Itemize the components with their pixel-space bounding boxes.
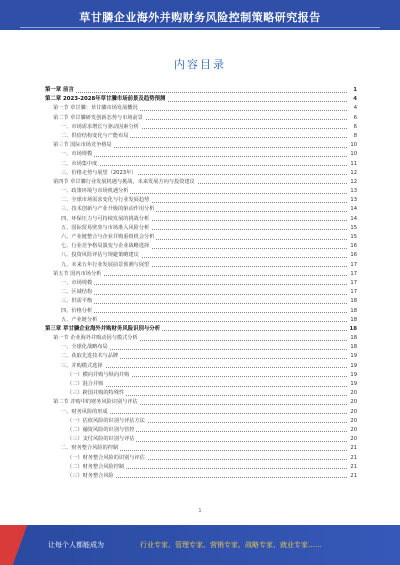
- toc-entry[interactable]: [45, 307, 357, 316]
- toc-entry-title: 三、并购模式选择: [61, 362, 105, 371]
- toc-leader-dots: [61, 312, 347, 313]
- toc-entry-title: 四、价格分析: [61, 307, 94, 316]
- toc-entry-page: 8: [352, 132, 357, 141]
- toc-entry-page: 19: [348, 380, 357, 389]
- toc-entry-page: 20: [348, 435, 357, 444]
- header-divider: [20, 27, 380, 28]
- toc-entry[interactable]: [45, 169, 357, 178]
- toc-entry[interactable]: [45, 371, 357, 380]
- report-title: 草甘膦企业海外并购财务风险控制策略研究报告: [79, 11, 321, 24]
- toc-entry-page: 17: [348, 279, 357, 288]
- toc-leader-dots: [45, 92, 347, 93]
- toc-leader-dots: [61, 165, 347, 166]
- toc-entry[interactable]: [45, 104, 357, 113]
- toc-entry-page: 17: [348, 270, 357, 279]
- toc-entry-title: 二、供给结构变化与产能布局: [61, 132, 130, 141]
- toc-entry[interactable]: [45, 196, 357, 205]
- toc-entry-title: 第三节 国际市场竞争格局: [53, 141, 114, 150]
- toc-entry-page: 20: [348, 408, 357, 417]
- toc-entry[interactable]: [45, 261, 357, 270]
- toc-entry-page: 14: [348, 205, 357, 214]
- toc-entry-page: 1: [351, 86, 357, 95]
- toc-entry-page: 4: [352, 104, 357, 113]
- toc-entry-title: （二）混合并购: [67, 380, 105, 389]
- toc-entry-page: 14: [348, 215, 357, 224]
- toc-entry-title: 八、投资风险评估与规避策略建议: [61, 251, 141, 260]
- toc-entry[interactable]: [45, 408, 357, 417]
- toc-entry-title: （一）横向并购与纵向并购: [67, 371, 131, 380]
- toc-entry-page: 12: [348, 178, 357, 187]
- toc-entry-title: 七、行业竞争格局演变与企业战略选择: [61, 242, 151, 251]
- toc-entry-title: 第二节 并购中的财务风险识别与评估: [53, 398, 140, 407]
- toc-entry-title: 一、政策环境与市场机遇分析: [61, 187, 130, 196]
- toc-entry-title: （三）财务整合风险: [67, 472, 116, 481]
- toc-entry[interactable]: [45, 352, 357, 361]
- toc-entry-page: 20: [348, 417, 357, 426]
- toc-entry-title: 第四节 草甘膦行业发展机遇与挑战，未来发展方向与投资建议: [53, 178, 197, 187]
- toc-entry-page: 16: [348, 251, 357, 260]
- toc-entry[interactable]: [45, 398, 357, 407]
- header-bar: [0, 0, 400, 30]
- toc-entry-title: 三、技术创新与产业升级的驱动作用分析: [61, 205, 156, 214]
- toc-entry-title: 二、市场集中度: [61, 160, 99, 169]
- toc-entry-page: 19: [348, 352, 357, 361]
- toc-entry-title: 一、全球化战略布局: [61, 343, 110, 352]
- toc-entry[interactable]: [45, 435, 357, 444]
- toc-leader-dots: [67, 386, 347, 387]
- toc-entry-title: （二）财务整合风险控制: [67, 463, 126, 472]
- toc-entry[interactable]: [45, 205, 357, 214]
- toc-entry[interactable]: [45, 150, 357, 159]
- footer-tagline: 行业专家、管理专家、营销专家、战略专家、就业专家……: [140, 541, 322, 549]
- toc-entry-page: 17: [348, 261, 357, 270]
- toc-entry-page: 18: [348, 316, 357, 325]
- toc-entry-page: 12: [348, 169, 357, 178]
- toc-entry-title: 五、国际贸易壁垒与市场准入风险分析: [61, 224, 151, 233]
- toc-entry-title: （一）财务整合风险的识别与评估: [67, 454, 147, 463]
- toc-heading: 内容目录: [174, 58, 226, 71]
- toc-entry-page: 15: [348, 224, 357, 233]
- toc-entry-page: 13: [348, 196, 357, 205]
- toc-entry[interactable]: [45, 160, 357, 169]
- toc-entry[interactable]: [45, 426, 357, 435]
- toc-entry-title: 第一章 前言: [45, 86, 76, 95]
- toc-entry[interactable]: [45, 86, 357, 95]
- toc-entry-title: （三）支付风险的识别与评估: [67, 435, 136, 444]
- toc-entry-page: 6: [352, 123, 357, 132]
- toc-entry-title: 第二章 2023-2028年草甘膦市场前景及趋势预测: [45, 95, 167, 104]
- toc-entry[interactable]: [45, 279, 357, 288]
- toc-entry[interactable]: [45, 187, 357, 196]
- toc-entry-title: 二、区域结构: [61, 288, 94, 297]
- toc-entry[interactable]: [45, 224, 357, 233]
- toc-entry[interactable]: [45, 417, 357, 426]
- toc-entry[interactable]: [45, 141, 357, 150]
- toc-entry-page: 18: [348, 307, 357, 316]
- toc-entry-page: 4: [351, 95, 357, 104]
- toc-entry-page: 20: [348, 389, 357, 398]
- toc-entry[interactable]: [45, 123, 357, 132]
- toc-entry[interactable]: [45, 444, 357, 453]
- toc-entry[interactable]: [45, 233, 357, 242]
- toc-entry-title: （二）融资风险的识别与管控: [67, 426, 136, 435]
- toc-entry[interactable]: [45, 334, 357, 343]
- toc-entry-page: 21: [348, 444, 357, 453]
- toc-entry-page: 21: [348, 454, 357, 463]
- toc-leader-dots: [61, 156, 347, 157]
- toc-entry-title: （一）估值风险的识别与评估方法: [67, 417, 147, 426]
- toc-entry[interactable]: [45, 114, 357, 123]
- footer-banner: [0, 525, 400, 565]
- toc-entry[interactable]: [45, 362, 357, 371]
- toc-entry[interactable]: [45, 215, 357, 224]
- toc-entry-title: 一、市场需求增长与驱动因素分析: [61, 123, 141, 132]
- footer-accent-stripe: [0, 525, 27, 565]
- toc-entry-page: 17: [348, 288, 357, 297]
- toc-entry-title: 五、产业链分析: [61, 316, 99, 325]
- toc-leader-dots: [61, 294, 347, 295]
- toc-entry-title: 四、环保压力与可持续发展的挑战分析: [61, 215, 151, 224]
- page-number: 1: [198, 508, 202, 514]
- toc-entry-title: 三、价格走势与展望（2023年）: [61, 169, 138, 178]
- toc-entry-title: 一、财务风险的形成: [61, 408, 110, 417]
- table-of-contents: [45, 86, 357, 481]
- toc-entry[interactable]: [45, 463, 357, 472]
- toc-entry-page: 13: [348, 187, 357, 196]
- toc-entry-title: 第三章 草甘膦企业海外并购财务风险识别与分析: [45, 325, 162, 334]
- toc-entry-title: 六、产业链整合与企业并购重组机会分析: [61, 233, 156, 242]
- toc-entry-page: 18: [347, 325, 357, 334]
- toc-entry[interactable]: [45, 343, 357, 352]
- toc-entry-page: 18: [348, 343, 357, 352]
- toc-entry-page: 11: [348, 160, 357, 169]
- toc-entry[interactable]: [45, 132, 357, 141]
- toc-entry-title: 二、获取先进技术与品牌: [61, 352, 120, 361]
- toc-entry[interactable]: [45, 316, 357, 325]
- toc-entry-title: 一、市场规模: [61, 150, 94, 159]
- toc-entry[interactable]: [45, 325, 357, 334]
- toc-entry[interactable]: [45, 389, 357, 398]
- toc-entry-title: 二、全球市场需求变化与行业发展趋势: [61, 196, 151, 205]
- toc-entry-title: 二、财务整合风险的控制: [61, 444, 120, 453]
- toc-entry[interactable]: [45, 242, 357, 251]
- toc-entry-title: 第五节 国内市场分析: [53, 270, 103, 279]
- toc-entry-page: 10: [348, 141, 357, 150]
- footer-slogan: 让每个人都能成为: [48, 541, 104, 549]
- toc-entry-page: 20: [348, 398, 357, 407]
- toc-entry-page: 18: [348, 297, 357, 306]
- toc-entry[interactable]: [45, 178, 357, 187]
- toc-entry-page: 20: [348, 426, 357, 435]
- toc-entry-title: 一、市场规模: [61, 279, 94, 288]
- toc-entry-page: 10: [348, 150, 357, 159]
- toc-entry-page: 18: [348, 334, 357, 343]
- toc-entry-page: 19: [348, 371, 357, 380]
- toc-entry[interactable]: [45, 95, 357, 104]
- toc-entry-title: 九、未来五年行业发展前景预测与展望: [61, 261, 151, 270]
- toc-entry[interactable]: [45, 270, 357, 279]
- toc-leader-dots: [61, 303, 347, 304]
- toc-entry-page: 15: [348, 233, 357, 242]
- toc-entry-page: 19: [348, 362, 357, 371]
- toc-entry-title: 三、供需平衡: [61, 297, 94, 306]
- toc-entry[interactable]: [45, 288, 357, 297]
- toc-entry[interactable]: [45, 472, 357, 481]
- toc-entry[interactable]: [45, 251, 357, 260]
- toc-entry-page: 21: [348, 472, 357, 481]
- toc-entry[interactable]: [45, 454, 357, 463]
- toc-entry-title: 第一节 草甘膦：草甘膦市场发展概况: [53, 104, 140, 113]
- toc-leader-dots: [61, 284, 347, 285]
- toc-entry-title: 第一节 企业海外并购动因与模式分析: [53, 334, 140, 343]
- toc-entry-title: （三）跨国并购的特殊性: [67, 389, 126, 398]
- toc-leader-dots: [61, 321, 347, 322]
- toc-entry[interactable]: [45, 380, 357, 389]
- toc-entry-page: 21: [348, 463, 357, 472]
- toc-entry-page: 6: [352, 114, 357, 123]
- toc-entry[interactable]: [45, 297, 357, 306]
- toc-entry-page: 16: [348, 242, 357, 251]
- toc-entry-title: 第二节 草甘膦研发创新态势与市场前景: [53, 114, 145, 123]
